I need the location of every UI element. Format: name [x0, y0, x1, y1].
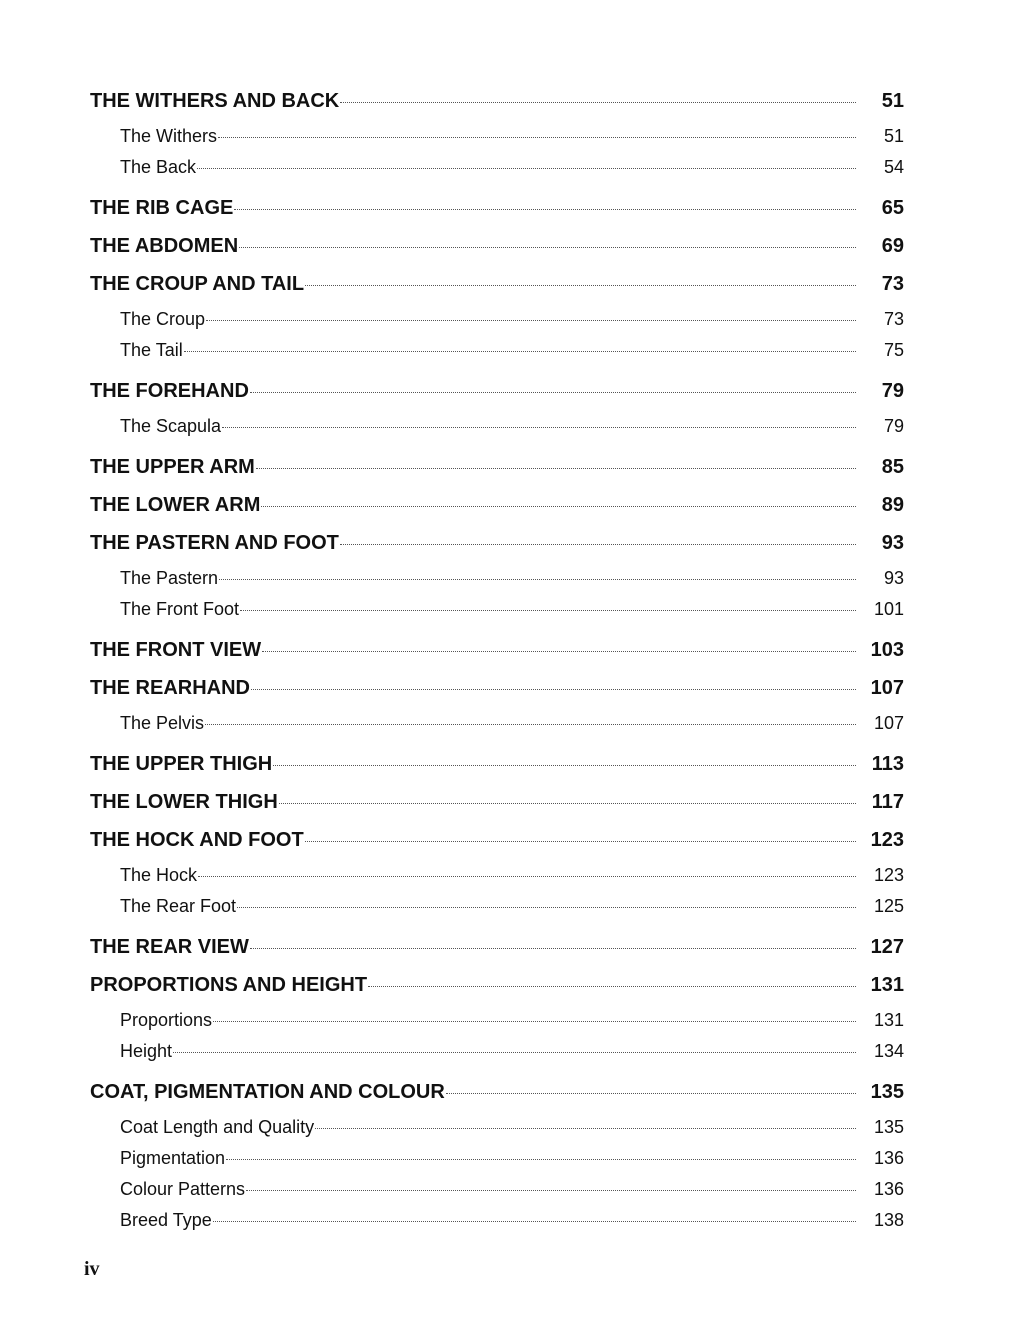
- page-reference: 107: [873, 713, 904, 733]
- section-title: The Tail: [120, 340, 183, 360]
- page-reference: 117: [871, 791, 904, 813]
- dot-leader: [198, 876, 856, 877]
- page-reference: 136: [873, 1148, 904, 1168]
- section-title: The Croup: [120, 309, 206, 329]
- toc-section-entry[interactable]: [90, 595, 904, 633]
- dot-leader: [213, 1221, 856, 1222]
- page-reference: 101: [873, 599, 904, 619]
- page-reference: 134: [873, 1041, 904, 1061]
- toc-chapter-entry[interactable]: [90, 450, 904, 488]
- page-reference: 73: [883, 309, 904, 329]
- dot-leader: [206, 320, 856, 321]
- page-reference: 123: [873, 865, 904, 885]
- section-title: The Rear Foot: [120, 896, 237, 916]
- dot-leader: [250, 392, 856, 393]
- page-reference: 51: [883, 126, 904, 146]
- toc-section-entry[interactable]: [90, 122, 904, 153]
- section-title: The Pastern: [120, 568, 219, 588]
- toc-chapter-entry[interactable]: [90, 671, 904, 709]
- page-reference: 131: [873, 1010, 904, 1030]
- page-reference: 69: [881, 235, 904, 257]
- page-reference: 54: [883, 157, 904, 177]
- page-reference: 79: [881, 380, 904, 402]
- toc-chapter-entry[interactable]: [90, 633, 904, 671]
- toc-chapter-entry[interactable]: [90, 191, 904, 229]
- toc-chapter-entry[interactable]: [90, 785, 904, 823]
- section-title: The Pelvis: [120, 713, 205, 733]
- toc-section-entry[interactable]: [90, 305, 904, 336]
- toc-section-entry[interactable]: [90, 336, 904, 374]
- page-reference: 136: [873, 1179, 904, 1199]
- toc-chapter-entry[interactable]: [90, 229, 904, 267]
- toc-section-entry[interactable]: [90, 412, 904, 450]
- dot-leader: [197, 168, 856, 169]
- dot-leader: [279, 803, 856, 804]
- section-title: Breed Type: [120, 1210, 212, 1230]
- toc-section-entry[interactable]: [90, 564, 904, 595]
- toc-chapter-entry[interactable]: [90, 823, 904, 861]
- toc-chapter-entry[interactable]: [90, 747, 904, 785]
- chapter-title: THE ABDOMEN: [90, 235, 239, 257]
- dot-leader: [256, 468, 856, 469]
- toc-chapter-entry[interactable]: [90, 84, 904, 122]
- dot-leader: [173, 1052, 856, 1053]
- chapter-title: PROPORTIONS AND HEIGHT: [90, 974, 368, 996]
- dot-leader: [239, 247, 856, 248]
- dot-leader: [315, 1128, 856, 1129]
- section-title: Height: [120, 1041, 173, 1061]
- section-title: The Back: [120, 157, 197, 177]
- chapter-title: THE LOWER ARM: [90, 494, 261, 516]
- chapter-title: THE LOWER THIGH: [90, 791, 278, 813]
- dot-leader: [251, 689, 856, 690]
- toc-chapter-entry[interactable]: [90, 374, 904, 412]
- chapter-title: THE PASTERN AND FOOT: [90, 532, 339, 554]
- toc-section-entry[interactable]: [90, 709, 904, 747]
- toc-section-entry[interactable]: [90, 892, 904, 930]
- dot-leader: [184, 351, 856, 352]
- dot-leader: [340, 102, 856, 103]
- chapter-title: COAT, PIGMENTATION AND COLOUR: [90, 1081, 445, 1103]
- page-reference: 125: [873, 896, 904, 916]
- chapter-title: THE HOCK AND FOOT: [90, 829, 304, 851]
- section-title: Proportions: [120, 1010, 213, 1030]
- page-reference: 113: [871, 753, 904, 775]
- dot-leader: [305, 841, 856, 842]
- dot-leader: [234, 209, 856, 210]
- toc-chapter-entry[interactable]: [90, 968, 904, 1006]
- section-title: Colour Patterns: [120, 1179, 246, 1199]
- chapter-title: THE FOREHAND: [90, 380, 249, 402]
- page-reference: 93: [881, 532, 904, 554]
- chapter-title: THE FRONT VIEW: [90, 639, 262, 661]
- page-reference: 107: [870, 677, 904, 699]
- toc-chapter-entry[interactable]: [90, 488, 904, 526]
- dot-leader: [261, 506, 856, 507]
- toc-section-entry[interactable]: [90, 1037, 904, 1075]
- page-reference: 135: [873, 1117, 904, 1137]
- toc-section-entry[interactable]: [90, 1206, 904, 1237]
- dot-leader: [226, 1159, 856, 1160]
- page-reference: 65: [881, 197, 904, 219]
- dot-leader: [273, 765, 856, 766]
- chapter-title: THE UPPER ARM: [90, 456, 255, 478]
- dot-leader: [205, 724, 856, 725]
- toc-chapter-entry[interactable]: [90, 526, 904, 564]
- toc-chapter-entry[interactable]: [90, 267, 904, 305]
- section-title: The Front Foot: [120, 599, 240, 619]
- section-title: The Scapula: [120, 416, 222, 436]
- page-reference: 103: [870, 639, 904, 661]
- page-reference: 89: [881, 494, 904, 516]
- toc-chapter-entry[interactable]: [90, 1075, 904, 1113]
- section-title: The Hock: [120, 865, 198, 885]
- page-reference: 75: [883, 340, 904, 360]
- dot-leader: [213, 1021, 856, 1022]
- dot-leader: [240, 610, 856, 611]
- chapter-title: THE CROUP AND TAIL: [90, 273, 305, 295]
- toc-section-entry[interactable]: [90, 1113, 904, 1144]
- dot-leader: [262, 651, 856, 652]
- chapter-title: THE REARHAND: [90, 677, 250, 699]
- dot-leader: [218, 137, 856, 138]
- page-reference: 79: [883, 416, 904, 436]
- dot-leader: [219, 579, 856, 580]
- toc-section-entry[interactable]: [90, 153, 904, 191]
- dot-leader: [250, 948, 856, 949]
- dot-leader: [340, 544, 856, 545]
- page-reference: 135: [870, 1081, 904, 1103]
- page-reference: 123: [870, 829, 904, 851]
- dot-leader: [246, 1190, 856, 1191]
- toc-section-entry[interactable]: [90, 1006, 904, 1037]
- toc-section-entry[interactable]: [90, 1175, 904, 1206]
- page-number: iv: [84, 1258, 100, 1280]
- dot-leader: [446, 1093, 856, 1094]
- toc-chapter-entry[interactable]: [90, 930, 904, 968]
- page-reference: 127: [870, 936, 904, 958]
- page-reference: 73: [881, 273, 904, 295]
- dot-leader: [368, 986, 856, 987]
- section-title: The Withers: [120, 126, 218, 146]
- chapter-title: THE RIB CAGE: [90, 197, 234, 219]
- dot-leader: [305, 285, 856, 286]
- page-reference: 51: [881, 90, 904, 112]
- section-title: Coat Length and Quality: [120, 1117, 315, 1137]
- dot-leader: [222, 427, 856, 428]
- table-of-contents: [90, 84, 904, 1237]
- chapter-title: THE UPPER THIGH: [90, 753, 273, 775]
- page-reference: 93: [883, 568, 904, 588]
- chapter-title: THE WITHERS AND BACK: [90, 90, 340, 112]
- toc-section-entry[interactable]: [90, 861, 904, 892]
- dot-leader: [237, 907, 856, 908]
- toc-section-entry[interactable]: [90, 1144, 904, 1175]
- page-reference: 85: [881, 456, 904, 478]
- chapter-title: THE REAR VIEW: [90, 936, 249, 958]
- page-reference: 138: [873, 1210, 904, 1230]
- section-title: Pigmentation: [120, 1148, 226, 1168]
- page-reference: 131: [870, 974, 904, 996]
